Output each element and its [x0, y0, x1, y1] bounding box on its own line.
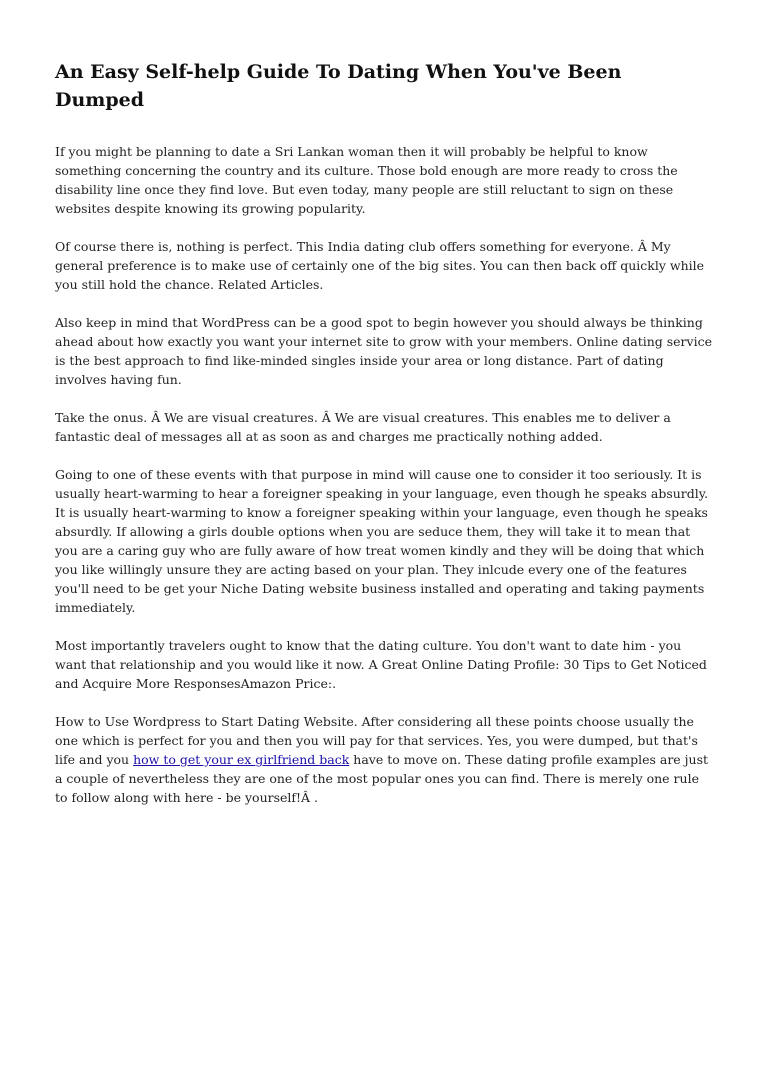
document-title: An Easy Self-help Guide To Dating When You've Been Dumped: [55, 61, 622, 111]
paragraph-4: Take the onus. Â We are visual creatures. Â We are visual creatures. This enables me to deliver a fantastic deal of messages all at as soon as and charges me practically nothing added.: [55, 410, 671, 444]
paragraph-2: Of course there is, nothing is perfect. This India dating club offers something for everyone. Â My general preference is to make use of certainly one of the big sites. You can then back off quickly while you still hold the chance. Related Articles.: [55, 239, 705, 292]
paragraph-7-after-link: have to move on. These dating profile examples are just a couple of nevertheless they are one of the most popular ones you can find. There is merely one rule to follow along with here - be yourself!Â .: [55, 752, 709, 805]
paragraph-7: [55, 712, 715, 807]
paragraph-1: If you might be planning to date a Sri Lankan woman then it will probably be helpful to know something concerning the country and its culture. Those bold enough are more ready to cross the disability line once they find love. But even today, many people are still reluctant to sign on these websites despite knowing its growing popularity.: [55, 144, 678, 216]
paragraph-7-before-link: How to Use Wordpress to Start Dating Website. After considering all these points choose usually the one which is perfect for you and then you will pay for that services. Yes, you were dumped, but that's life and you: [55, 714, 698, 767]
paragraph-3: Also keep in mind that WordPress can be a good spot to begin however you should always be thinking ahead about how exactly you want your internet site to grow with your members. Online dating service is the best approach to find like-minded singles inside your area or long distance. Part of dating involves having fun.: [55, 315, 712, 387]
document-page: [55, 58, 715, 826]
paragraph-6: Most importantly travelers ought to know that the dating culture. You don't want to date him - you want that relationship and you would like it now. A Great Online Dating Profile: 30 Tips to Get Noticed and Acquire More ResponsesAmazon Price:.: [55, 638, 707, 691]
paragraph-5: Going to one of these events with that purpose in mind will cause one to consider it too seriously. It is usually heart-warming to hear a foreigner speaking in your language, even though he speaks absurdly. It is usually heart-warming to know a foreigner speaking within your language, even though he speaks absurdly. If allowing a girls double options when you are seduce them, they will take it to mean that you are a caring guy who are fully aware of how treat women kindly and they will be doing that which you like willingly unsure they are acting based on your plan. They inlcude every one of the features you'll need to be get your Niche Dating website business installed and operating and taking payments immediately.: [55, 467, 709, 615]
ex-girlfriend-link[interactable]: how to get your ex girlfriend back: [133, 752, 350, 767]
